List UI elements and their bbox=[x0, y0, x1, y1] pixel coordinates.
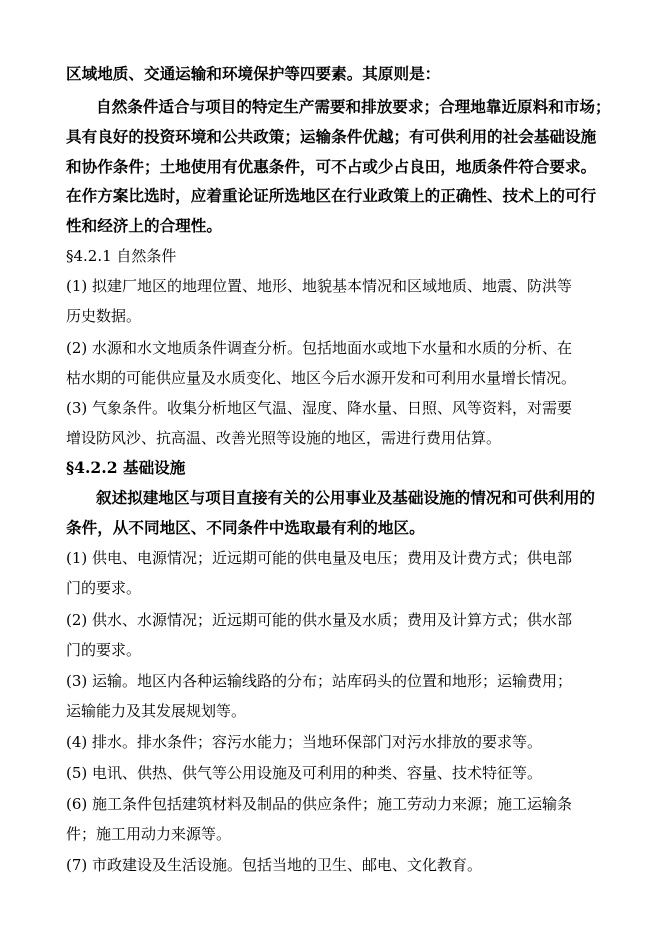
list-item: (2) 供水、水源情况；近远期可能的供水量及水质；费用及计算方式；供水部 bbox=[66, 611, 573, 629]
list-item: (1) 拟建厂地区的地理位置、地形、地貌基本情况和区域地质、地震、防洪等 bbox=[66, 277, 573, 295]
list-item: (2) 水源和水文地质条件调查分析。包括地面水或地下水量和水质的分析、在 bbox=[66, 339, 573, 357]
section-heading: §4.2.2 基础设施 bbox=[66, 458, 186, 477]
paragraph-line: 具有良好的投资环境和公共政策；运输条件优越；有可供利用的社会基础设施 bbox=[66, 127, 597, 146]
list-item-continuation: 运输能力及其发展规划等。 bbox=[66, 702, 247, 720]
list-item: (3) 运输。地区内各种运输线路的分布；站库码头的位置和地形；运输费用； bbox=[66, 672, 573, 690]
list-item: (4) 排水。排水条件；容污水能力；当地环保部门对污水排放的要求等。 bbox=[66, 733, 543, 751]
list-item-continuation: 门的要求。 bbox=[66, 641, 142, 659]
paragraph-line: 性和经济上的合理性。 bbox=[66, 216, 222, 235]
paragraph-line: 条件，从不同地区、不同条件中选取最有利的地区。 bbox=[66, 518, 425, 537]
paragraph-line: 叙述拟建地区与项目直接有关的公用事业及基础设施的情况和可供利用的 bbox=[96, 488, 596, 507]
list-item-continuation: 门的要求。 bbox=[66, 579, 142, 597]
list-item-continuation: 枯水期的可能供应量及水质变化、地区今后水源开发和可利用水量增长情况。 bbox=[66, 369, 577, 387]
list-item-continuation: 增设防风沙、抗高温、改善光照等设施的地区，需进行费用估算。 bbox=[66, 429, 502, 447]
paragraph-line: 在作方案比选时，应着重论证所选地区在行业政策上的正确性、技术上的可行 bbox=[66, 186, 597, 205]
paragraph-line: 自然条件适合与项目的特定生产需要和排放要求；合理地靠近原料和市场； bbox=[96, 97, 611, 116]
list-item: (7) 市政建设及生活设施。包括当地的卫生、邮电、文化教育。 bbox=[66, 856, 483, 874]
list-item: (5) 电讯、供热、供气等公用设施及可利用的种类、容量、技术特征等。 bbox=[66, 764, 543, 782]
paragraph-line: 和协作条件；土地使用有优惠条件，可不占或少占良田，地质条件符合要求。 bbox=[66, 157, 597, 176]
list-item: (6) 施工条件包括建筑材料及制品的供应条件；施工劳动力来源；施工运输条 bbox=[66, 795, 573, 813]
list-item-continuation: 件；施工用动力来源等。 bbox=[66, 825, 232, 843]
list-item: (3) 气象条件。收集分析地区气温、湿度、降水量、日照、风等资料，对需要 bbox=[66, 399, 573, 417]
list-item: (1) 供电、电源情况；近远期可能的供电量及电压；费用及计费方式；供电部 bbox=[66, 549, 573, 567]
section-heading: §4.2.1 自然条件 bbox=[66, 247, 177, 265]
list-item-continuation: 历史数据。 bbox=[66, 307, 142, 325]
paragraph-line: 区域地质、交通运输和环境保护等四要素。其原则是： bbox=[66, 64, 441, 83]
